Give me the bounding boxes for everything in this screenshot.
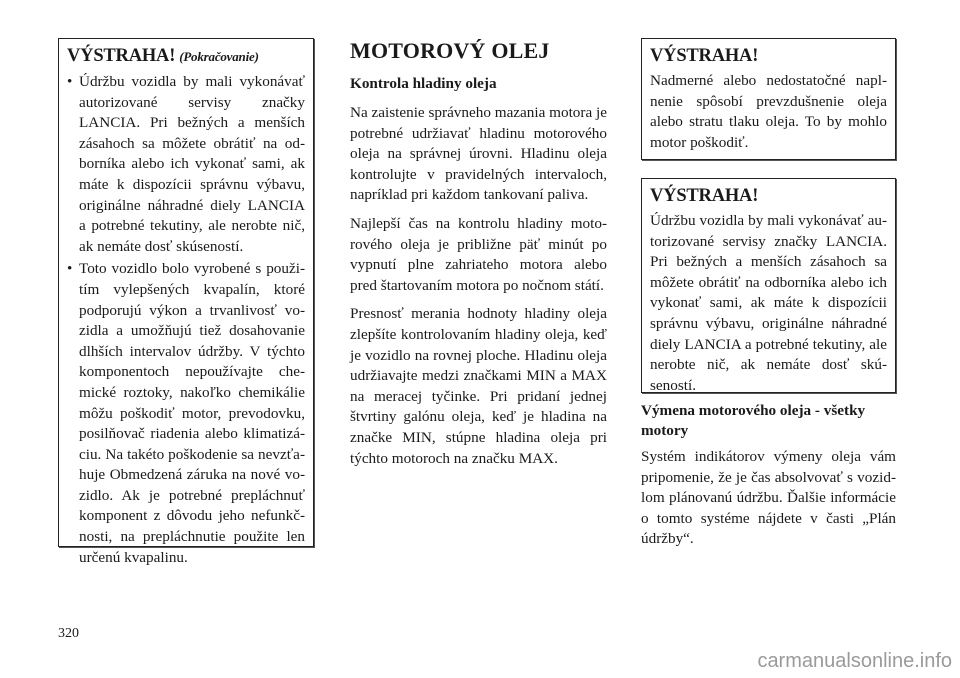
warning-title: VÝSTRAHA! bbox=[650, 186, 759, 206]
warning-title: VÝSTRAHA! bbox=[650, 46, 759, 66]
warning-box-maintenance bbox=[641, 178, 896, 393]
body-paragraph: Na zaistenie správneho mazania motora je potrebné udržiavať hladinu motorového oleja na správnej úrovni. Hladinu oleja kontrolujte v pravidelných intervaloch, napríklad pri každom tankovaní paliva. bbox=[350, 104, 607, 204]
body-paragraph: Najlepší čas na kontrolu hladiny motorového oleja je približne päť minút po vypnutí plne zahriateho motora alebo pred štartovaním motora po nočnom státí. bbox=[350, 214, 607, 294]
warning-text: Nadmerné alebo nedostatočné naplnenie spôsobí prevzdušnenie oleja alebo stratu tlaku oleja. To by mohlo motor poškodiť. bbox=[650, 72, 887, 151]
continuation-label: (Pokračovanie) bbox=[179, 49, 259, 64]
page-number: 320 bbox=[58, 626, 79, 641]
warning-box-oil-level bbox=[641, 38, 896, 160]
warning-title bbox=[67, 45, 305, 68]
body-paragraph: Presnosť merania hodnoty hladiny oleja zlepšíte kontrolovaním hladiny oleja, keď je vozidlo na rovnej ploche. Hladinu oleja udržiavajte medzi značkami MIN a MAX na meracej tyčinke. Pri pridaní jednej štvrtiny galónu oleja, keď je hladina na značke MIN, stúpne hladina oleja pri týchto motoroch na značku MAX. bbox=[350, 305, 607, 467]
warning-bullet-list bbox=[67, 72, 305, 568]
left-column bbox=[58, 38, 314, 566]
watermark: carmanualsonline.info bbox=[757, 650, 952, 672]
warning-box-continued bbox=[58, 38, 314, 566]
bullet-icon: • bbox=[67, 73, 73, 90]
middle-column bbox=[350, 38, 607, 477]
bullet-text: Údržbu vozidla by mali vykonávať autorizované servisy značky LANCIA. Pri bežných a menších zásahoch sa môžete obrátiť na odborníka alebo ich vykonať sami, ak máte k dispozícii správnu výbavu, originálne náhradné diely LANCIA a potrebné tekutiny, ale nerobte nič, ak nemáte dosť skúseností. bbox=[79, 73, 305, 255]
section-heading: MOTOROVÝ OLEJ bbox=[350, 38, 550, 63]
warning-title-text: VÝSTRAHA! bbox=[67, 46, 176, 66]
warning-text: Údržbu vozidla by mali vykonávať autorizované servisy značky LANCIA. Pri bežných a menších zásahoch sa môžete obrátiť na odborníka alebo ich vykonať sami, ak máte k dispozícii správnu výbavu, originálne náhradné diely LANCIA a potrebné tekutiny, ale nerobte nič, ak nemáte dosť skúseností. bbox=[650, 212, 887, 394]
warning-bullet-item bbox=[67, 259, 305, 568]
subsection-heading: Výmena motorového oleja - všetky motory bbox=[641, 402, 866, 439]
right-column bbox=[641, 38, 896, 558]
warning-bullet-item bbox=[67, 72, 305, 257]
bullet-text: Toto vozidlo bolo vyrobené s použitím vylepšených kvapalín, ktoré podporujú výkon a trvanlivosť vozidla a umožňujú tiež dosahovanie dlhších intervalov údržby. V týchto komponentoch nepoužívajte chemické roztoky, nakoľko chemikálie môžu poškodiť motor, prevodovku, posilňovač riadenia alebo klimatizáciu. Na takéto poškodenie sa nevzťahuje Obmedzená záruka na nové vozidlo. Ak je potrebné prepláchnuť komponent z dôvodu jeho nefunkčnosti, na prepláchnutie použite len určenú kvapalinu. bbox=[79, 260, 305, 566]
body-paragraph: Systém indikátorov výmeny oleja vám pripomenie, že je čas absolvovať s vozidlom plánovanú údržbu. Ďalšie informácie o tomto systéme nájdete v časti „Plán údržby“. bbox=[641, 448, 896, 548]
subsection-heading: Kontrola hladiny oleja bbox=[350, 75, 497, 92]
bullet-icon: • bbox=[67, 260, 73, 278]
